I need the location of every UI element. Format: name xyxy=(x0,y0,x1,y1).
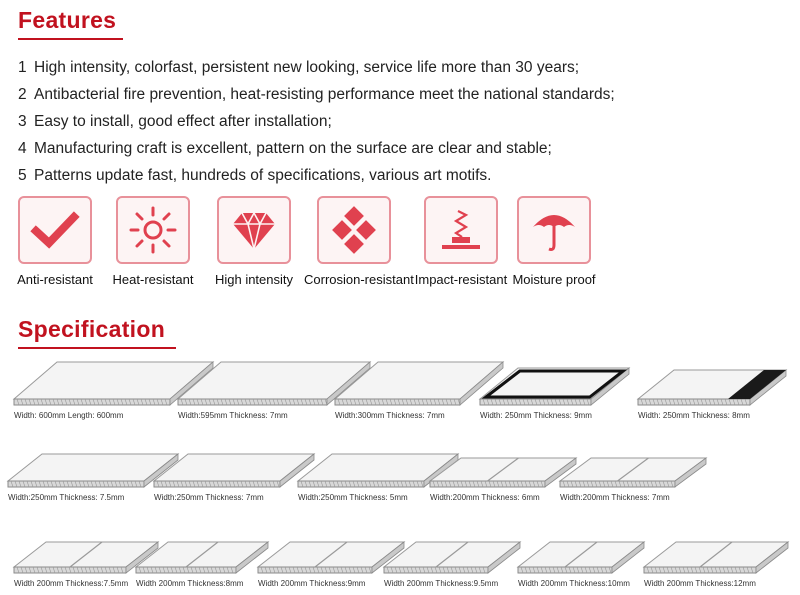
panel-caption: Width:200mm Thickness: 7mm xyxy=(560,493,670,502)
panel-caption: Width 200mm Thickness:9mm xyxy=(258,579,366,588)
panel-edge xyxy=(335,399,460,405)
panel-caption: Width 200mm Thickness:10mm xyxy=(518,579,630,588)
icon-card-anti-resistant: Anti-resistant xyxy=(5,196,105,287)
panel-caption: Width 200mm Thickness:9.5mm xyxy=(384,579,499,588)
panel-edge xyxy=(178,399,327,405)
features-heading-text: Features xyxy=(18,7,117,33)
features-heading-underline xyxy=(18,38,123,40)
panel-edge xyxy=(560,481,675,487)
sun-icon xyxy=(116,196,190,264)
icon-card-heat-resistant: Heat-resistant xyxy=(103,196,203,287)
panel-drawing xyxy=(516,540,648,576)
icon-card-high-intensity: High intensity xyxy=(204,196,304,287)
panel-caption: Width 200mm Thickness:8mm xyxy=(136,579,244,588)
spec-panel xyxy=(642,540,792,588)
tiles-icon xyxy=(317,196,391,264)
panel-caption: Width: 600mm Length: 600mm xyxy=(14,411,124,420)
feature-item: 4 Manufacturing craft is excellent, pattern on the surface are clear and stable; xyxy=(18,140,552,157)
spec-panel xyxy=(152,452,318,502)
specification-heading xyxy=(18,316,165,343)
panel-caption: Width 200mm Thickness:12mm xyxy=(644,579,756,588)
panel-edge xyxy=(430,481,545,487)
panel-caption: Width:250mm Thickness: 5mm xyxy=(298,493,408,502)
panel-drawing xyxy=(134,540,272,576)
icon-card-corrosion-resistant: Corrosion-resistant xyxy=(304,196,404,287)
panel-drawing xyxy=(382,540,524,576)
features-heading xyxy=(18,7,116,34)
panel-caption: Width 200mm Thickness:7.5mm xyxy=(14,579,129,588)
features-list xyxy=(18,58,615,193)
feature-icons-row xyxy=(0,196,800,296)
spec-panel xyxy=(558,456,710,502)
checkmark-icon xyxy=(18,196,92,264)
feature-item: 1 High intensity, colorfast, persistent new looking, service life more than 30 years; xyxy=(18,59,580,76)
panel-drawing xyxy=(152,452,318,490)
panel-drawing xyxy=(558,456,710,490)
panel-caption: Width:300mm Thickness: 7mm xyxy=(335,411,445,420)
feature-item: 2 Antibacterial fire prevention, heat-resisting performance meet the national standards; xyxy=(18,86,615,103)
panel-drawing xyxy=(642,540,792,576)
spring-icon xyxy=(424,196,498,264)
spec-panel xyxy=(516,540,648,588)
feature-item: 3 Easy to install, good effect after installation; xyxy=(18,113,332,130)
spec-panel xyxy=(382,540,524,588)
panel-drawing xyxy=(478,366,633,408)
spec-panel xyxy=(478,366,633,420)
specification-heading-text: Specification xyxy=(18,316,166,342)
icon-card-impact-resistant: Impact-resistant xyxy=(411,196,511,287)
spec-panel xyxy=(134,540,272,588)
panel-caption: Width: 250mm Thickness: 9mm xyxy=(480,411,592,420)
spec-panel xyxy=(636,368,790,420)
icon-card-moisture-proof: Moisture proof xyxy=(504,196,604,287)
panel-caption: Width:250mm Thickness: 7mm xyxy=(154,493,264,502)
panel-caption: Width:250mm Thickness: 7.5mm xyxy=(8,493,125,502)
panel-caption: Width: 250mm Thickness: 8mm xyxy=(638,411,750,420)
diamond-icon xyxy=(217,196,291,264)
specification-heading-underline xyxy=(18,347,176,349)
umbrella-icon xyxy=(517,196,591,264)
panel-caption: Width:595mm Thickness: 7mm xyxy=(178,411,288,420)
panel-drawing xyxy=(636,368,790,408)
panel-caption: Width:200mm Thickness: 6mm xyxy=(430,493,540,502)
feature-item: 5 Patterns update fast, hundreds of specifications, various art motifs. xyxy=(18,167,492,184)
